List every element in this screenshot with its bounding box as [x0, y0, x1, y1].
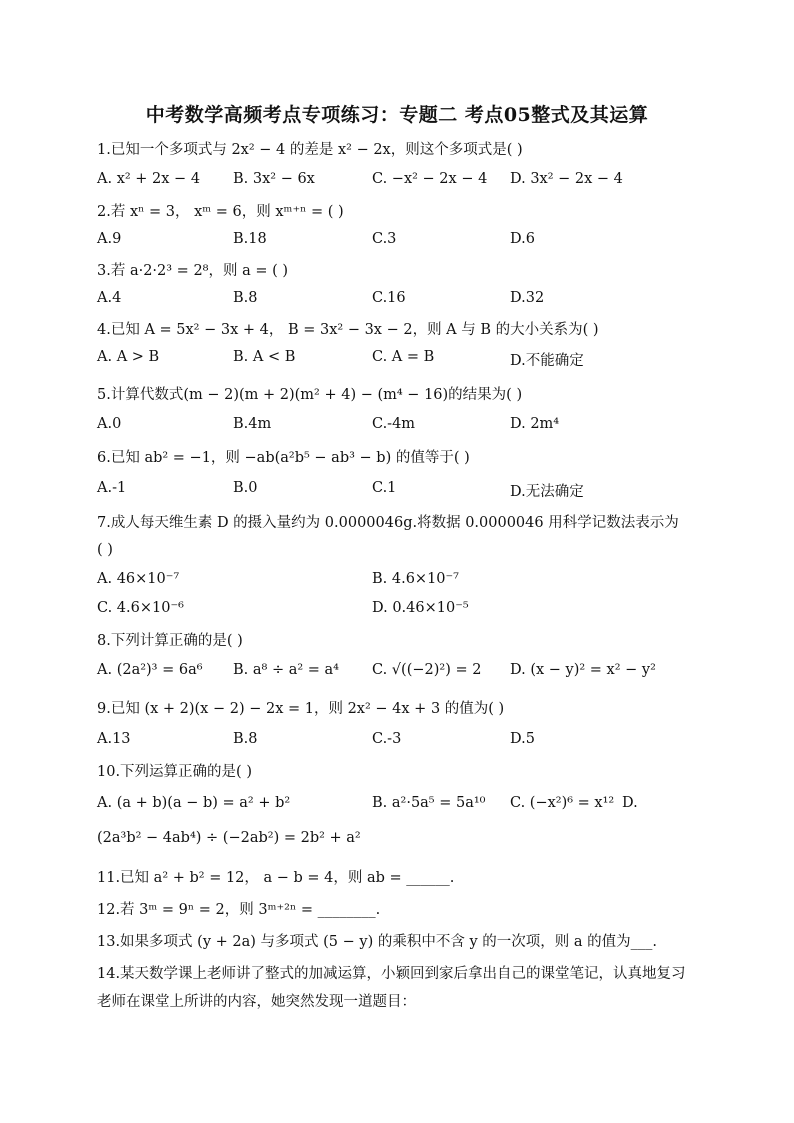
question-5-option-d: D. 2m⁴ — [510, 416, 560, 432]
question-1-option-a: A. x² + 2x − 4 — [97, 171, 201, 187]
question-8-option-c: C. √((−2)²) = 2 — [372, 662, 482, 678]
question-6-option-a: A.-1 — [97, 480, 127, 496]
question-2-option-c: C.3 — [372, 231, 397, 247]
question-9-option-c: C.-3 — [372, 731, 402, 747]
question-1-stem: 1.已知一个多项式与 2x² − 4 的差是 x² − 2x，则这个多项式是( ) — [97, 142, 523, 158]
question-1-option-c: C. −x² − 2x − 4 — [372, 171, 488, 187]
question-7-stem-continued: ( ) — [97, 542, 113, 558]
question-8-stem: 8.下列计算正确的是( ) — [97, 633, 243, 649]
question-6-option-c: C.1 — [372, 480, 397, 496]
question-3-option-d: D.32 — [510, 290, 545, 306]
page-title: 中考数学高频考点专项练习：专题二 考点05整式及其运算 — [145, 104, 649, 126]
question-4-stem: 4.已知 A = 5x² − 3x + 4， B = 3x² − 3x − 2，则 A 与 B 的大小关系为( ) — [97, 322, 599, 338]
question-4-option-d: D.不能确定 — [510, 353, 584, 369]
question-13-stem: 13.如果多项式 (y + 2a) 与多项式 (5 − y) 的乘积中不含 y 的一次项，则 a 的值为___. — [97, 934, 657, 950]
question-9-option-d: D.5 — [510, 731, 535, 747]
question-9-option-b: B.8 — [233, 731, 258, 747]
question-7-stem: 7.成人每天维生素 D 的摄入量约为 0.0000046g.将数据 0.0000046 用科学记数法表示为 — [97, 515, 679, 531]
question-4-option-c: C. A = B — [372, 349, 435, 365]
question-3-option-b: B.8 — [233, 290, 258, 306]
question-2-stem: 2.若 xⁿ = 3， xᵐ = 6，则 xᵐ⁺ⁿ = ( ) — [97, 204, 344, 220]
question-8-option-b: B. a⁸ ÷ a² = a⁴ — [233, 662, 339, 678]
question-8-option-a: A. (2a²)³ = 6a⁶ — [97, 662, 203, 678]
question-5-option-b: B.4m — [233, 416, 272, 432]
question-12-stem: 12.若 3ᵐ = 9ⁿ = 2，则 3ᵐ⁺²ⁿ = ________. — [97, 902, 381, 918]
question-2-option-b: B.18 — [233, 231, 267, 247]
question-3-option-a: A.4 — [97, 290, 122, 306]
question-3-option-c: C.16 — [372, 290, 406, 306]
question-9-option-a: A.13 — [97, 731, 131, 747]
question-1-option-b: B. 3x² − 6x — [233, 171, 315, 187]
question-1-option-d: D. 3x² − 2x − 4 — [510, 171, 623, 187]
question-10-option-c: C. (−x²)⁶ = x¹² — [510, 795, 615, 811]
question-3-stem: 3.若 a·2·2³ = 2⁸，则 a = ( ) — [97, 263, 289, 279]
question-5-option-a: A.0 — [97, 416, 122, 432]
question-9-stem: 9.已知 (x + 2)(x − 2) − 2x = 1，则 2x² − 4x + 3 的值为( ) — [97, 701, 505, 717]
question-7-option-a: A. 46×10⁻⁷ — [97, 571, 180, 587]
question-8-option-d: D. (x − y)² = x² − y² — [510, 662, 656, 678]
question-4-option-b: B. A < B — [233, 349, 296, 365]
question-6-option-b: B.0 — [233, 480, 258, 496]
question-7-option-b: B. 4.6×10⁻⁷ — [372, 571, 459, 587]
question-4-option-a: A. A > B — [97, 349, 160, 365]
question-6-stem: 6.已知 ab² = −1，则 −ab(a²b⁵ − ab³ − b) 的值等于( ) — [97, 450, 470, 466]
question-5-stem: 5.计算代数式(m − 2)(m + 2)(m² + 4) − (m⁴ − 16)的结果为( ) — [97, 387, 523, 403]
question-10-stem: 10.下列运算正确的是( ) — [97, 764, 252, 780]
question-10-option-d: D. — [622, 795, 638, 811]
question-14-stem: 14.某天数学课上老师讲了整式的加减运算，小颖回到家后拿出自己的课堂笔记，认真地复习老师在课堂上所讲的内容，她突然发现一道题目： — [97, 966, 686, 1010]
question-10-option-b: B. a²·5a⁵ = 5a¹⁰ — [372, 795, 486, 811]
question-7-option-d: D. 0.46×10⁻⁵ — [372, 600, 469, 616]
question-10-option-a: A. (a + b)(a − b) = a² + b² — [97, 795, 291, 811]
question-11-stem: 11.已知 a² + b² = 12， a − b = 4，则 ab = ______. — [97, 870, 455, 886]
question-6-option-d: D.无法确定 — [510, 484, 584, 500]
question-2-option-a: A.9 — [97, 231, 122, 247]
question-7-option-c: C. 4.6×10⁻⁶ — [97, 600, 184, 616]
question-10-option-d-expression: (2a³b² − 4ab⁴) ÷ (−2ab²) = 2b² + a² — [97, 830, 361, 846]
question-2-option-d: D.6 — [510, 231, 535, 247]
question-5-option-c: C.-4m — [372, 416, 416, 432]
